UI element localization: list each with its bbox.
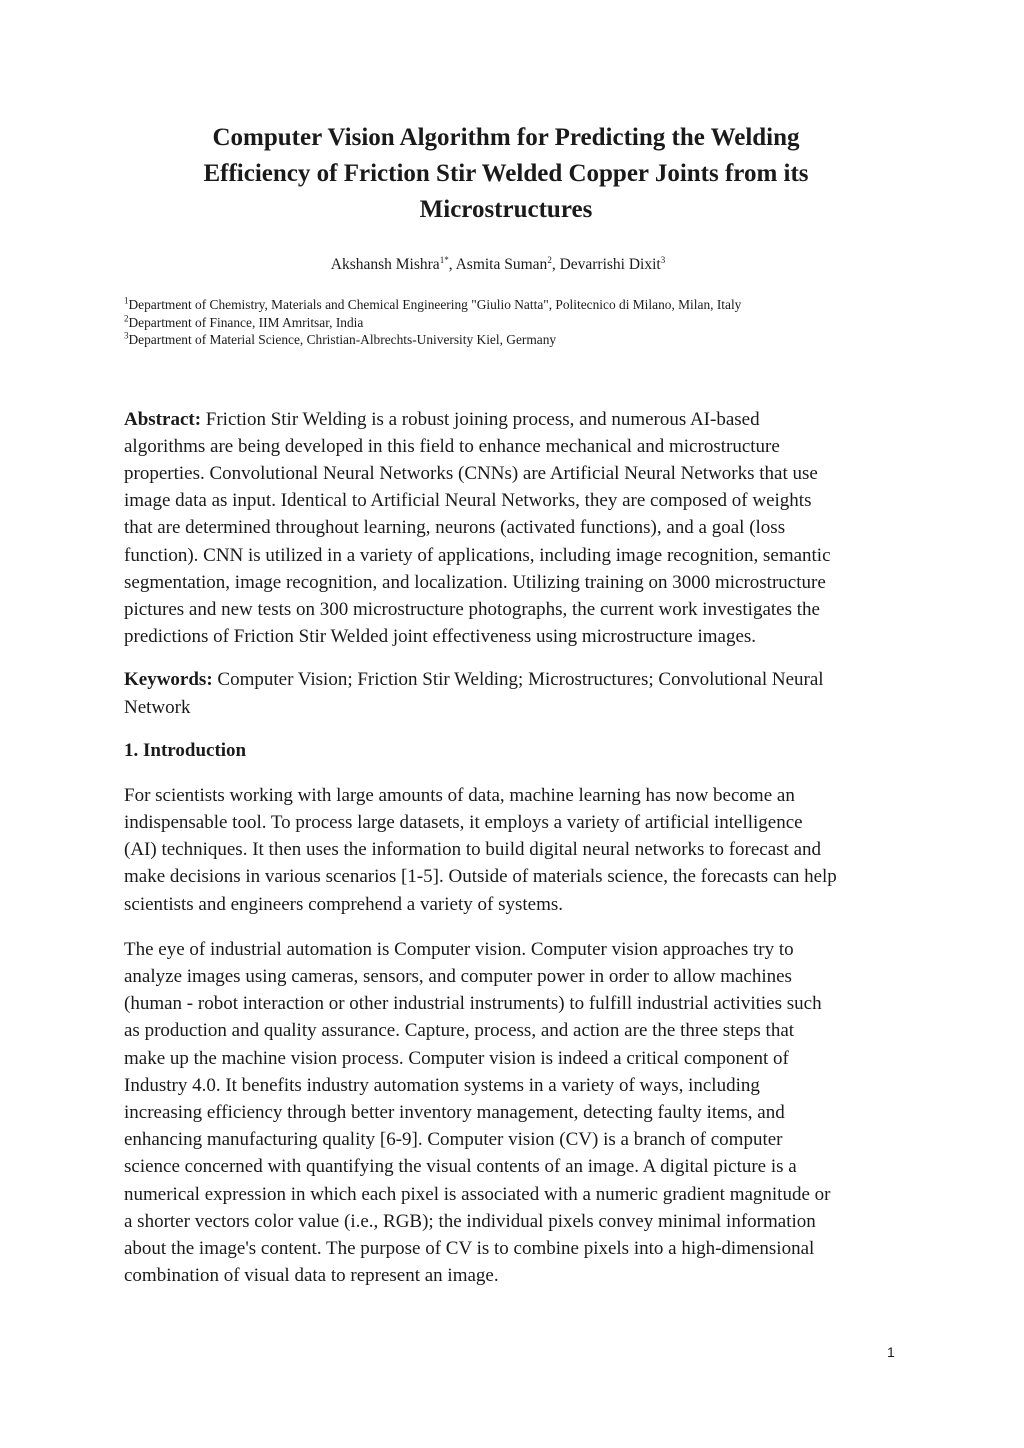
title-line: Computer Vision Algorithm for Predicting the Welding [212, 124, 800, 151]
author-name: Akshansh Mishra [330, 256, 440, 273]
text-line: segmentation, image recognition, and localization. Utilizing training on 3000 microstructure [124, 571, 826, 593]
affiliation-marker: 1 [124, 295, 129, 306]
title-line: Microstructures [419, 196, 593, 223]
text-line: indispensable tool. To process large datasets, it employs a variety of artificial intelligence [124, 811, 803, 833]
text-line: scientists and engineers comprehend a variety of systems. [124, 893, 563, 915]
affiliation-list [124, 296, 898, 349]
affiliation [124, 331, 898, 349]
author-separator: , [448, 256, 456, 273]
keywords [124, 666, 898, 720]
abstract [124, 406, 898, 651]
author-name: Devarrishi Dixit [559, 256, 661, 273]
text-line: function). CNN is utilized in a variety of applications, including image recognition, semantic [124, 544, 831, 566]
text-line: pictures and new tests on 300 microstructure photographs, the current work investigates the [124, 598, 820, 620]
text-line: as production and quality assurance. Capture, process, and action are the three steps that [124, 1020, 795, 1042]
page-number: 1 [887, 1344, 895, 1360]
text-line: increasing efficiency through better inventory management, detecting faulty items, and [124, 1101, 785, 1123]
abstract-label: Abstract: [124, 408, 202, 430]
keywords-label: Keywords: [124, 669, 213, 691]
text-line: science concerned with quantifying the visual contents of an image. A digital picture is a [124, 1156, 797, 1178]
text-line: make decisions in various scenarios [1-5]. Outside of materials science, the forecasts can help [124, 866, 837, 888]
text-line: enhancing manufacturing quality [6-9]. Computer vision (CV) is a branch of computer [124, 1129, 783, 1151]
text-line: about the image's content. The purpose of CV is to combine pixels into a high-dimensional [124, 1237, 815, 1259]
text-line: numerical expression in which each pixel is associated with a numeric gradient magnitude or [124, 1183, 831, 1205]
author-name: Asmita Suman [455, 256, 548, 273]
text-line: The eye of industrial automation is Computer vision. Computer vision approaches try to [124, 938, 794, 960]
text-line: algorithms are being developed in this field to enhance mechanical and microstructure [124, 435, 780, 457]
author-list [124, 256, 872, 274]
text-line: For scientists working with large amounts of data, machine learning has now become an [124, 784, 795, 806]
text-line: Network [124, 696, 191, 718]
text-line: combination of visual data to represent an image. [124, 1265, 499, 1287]
text-line: predictions of Friction Stir Welded joint effectiveness using microstructure images. [124, 626, 757, 648]
affiliation-text: Department of Chemistry, Materials and Chemical Engineering "Giulio Natta", Politecnico di Milano, Milan, Italy [128, 297, 742, 312]
affiliation-marker: 2 [124, 313, 129, 324]
affiliation-text: Department of Material Science, Christian-Albrechts-University Kiel, Germany [128, 332, 557, 347]
text-line: Industry 4.0. It benefits industry automation systems in a variety of ways, including [124, 1074, 760, 1096]
affiliation [124, 314, 898, 332]
author-affiliation-marker: 3 [660, 254, 666, 265]
text-line: (human - robot interaction or other industrial instruments) to fulfill industrial activities such [124, 993, 822, 1015]
paragraph [124, 936, 898, 1290]
text-line: that are determined throughout learning, neurons (activated functions), and a goal (loss [124, 517, 786, 539]
keywords-text: Computer Vision; Friction Stir Welding; Microstructures; Convolutional Neural [212, 669, 824, 691]
affiliation-marker: 3 [124, 330, 129, 341]
author-affiliation-marker: 2 [547, 254, 552, 265]
text-line: properties. Convolutional Neural Networks (CNNs) are Artificial Neural Networks that use [124, 462, 818, 484]
paper-title [124, 120, 888, 228]
text-line: make up the machine vision process. Computer vision is indeed a critical component of [124, 1047, 789, 1069]
text-line: a shorter vectors color value (i.e., RGB); the individual pixels convey minimal information [124, 1210, 816, 1232]
affiliation-text: Department of Finance, IIM Amritsar, India [128, 314, 364, 330]
text-line [124, 406, 898, 433]
abstract-text: Friction Stir Welding is a robust joining process, and numerous AI-based [201, 408, 760, 430]
text-line [124, 666, 898, 693]
text-line: image data as input. Identical to Artificial Neural Networks, they are composed of weights [124, 490, 812, 512]
paragraph [124, 782, 898, 918]
affiliation [124, 296, 898, 314]
author-affiliation-marker: 1* [439, 254, 449, 265]
title-line: Efficiency of Friction Stir Welded Copper Joints from its [203, 160, 809, 187]
section-heading: 1. Introduction [124, 739, 247, 761]
text-line: (AI) techniques. It then uses the information to build digital neural networks to forecast and [124, 839, 822, 861]
text-line: analyze images using cameras, sensors, and computer power in order to allow machines [124, 965, 792, 987]
author-separator: , [551, 256, 560, 273]
